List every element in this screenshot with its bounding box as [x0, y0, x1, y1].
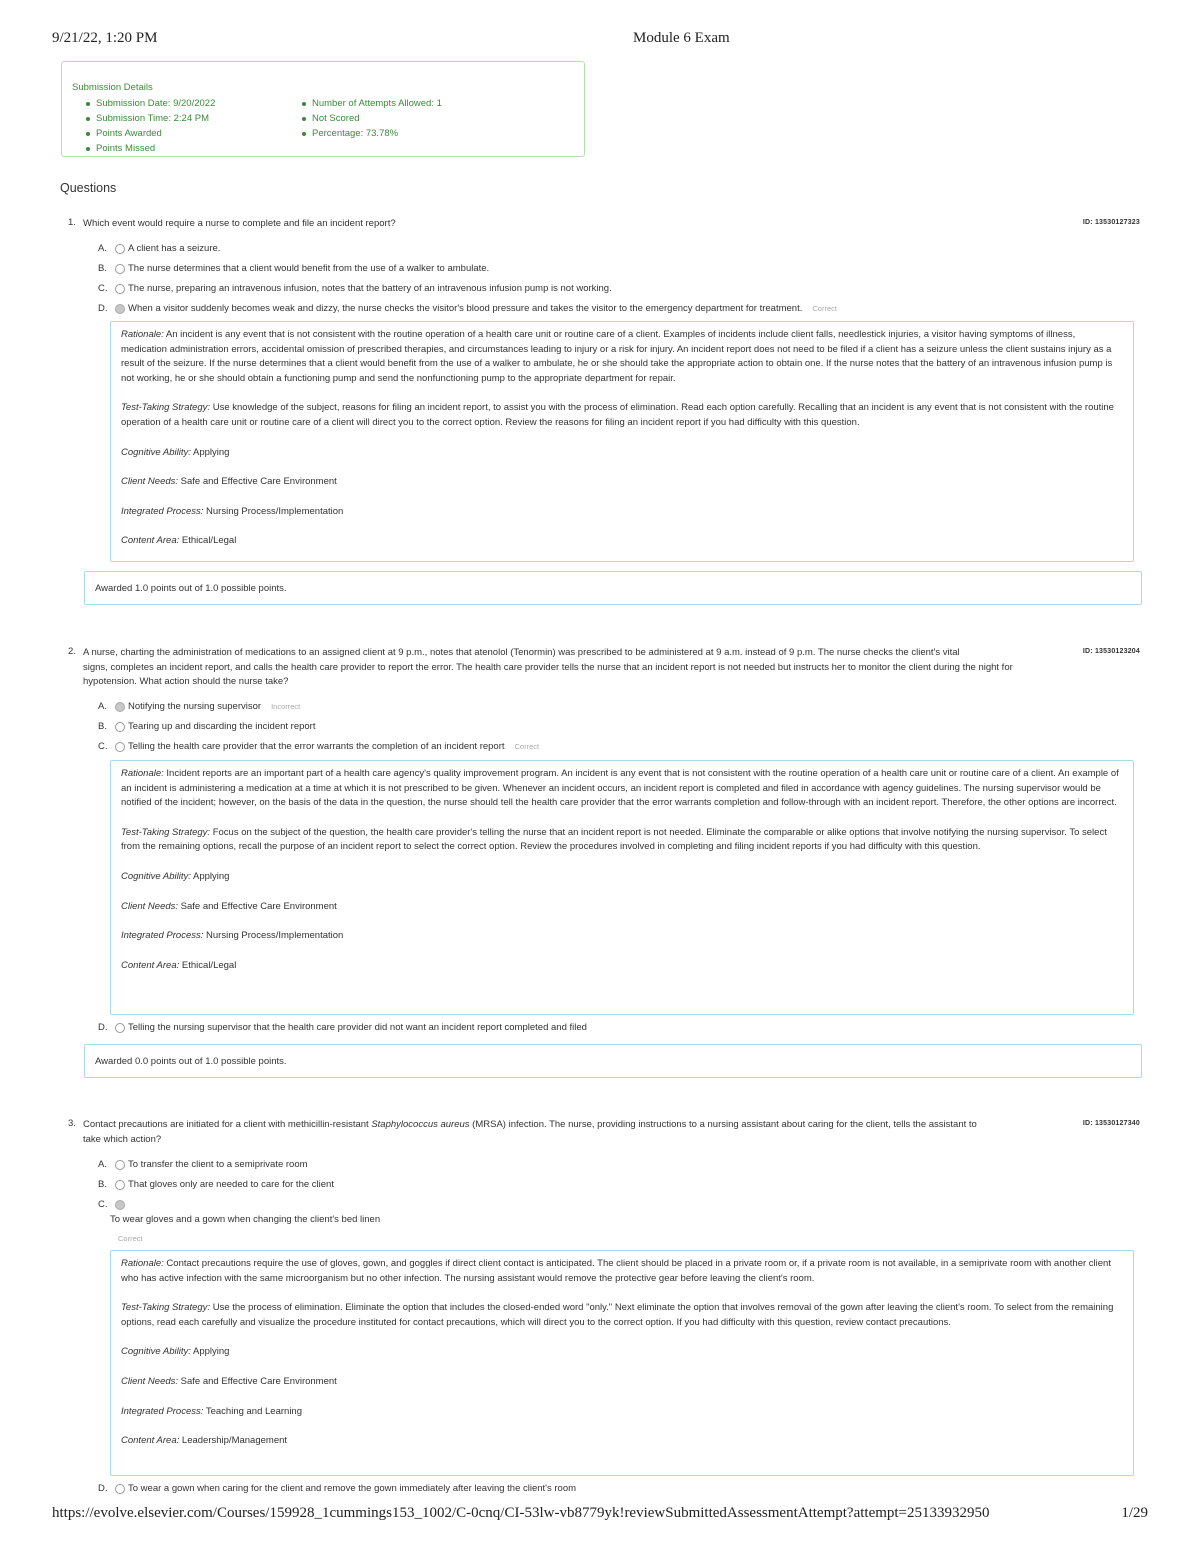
strategy-label: Test-Taking Strategy:: [121, 1302, 211, 1314]
submission-details-right: [300, 96, 442, 141]
client-needs-value: Safe and Effective Care Environment: [180, 900, 337, 912]
rationale-text: Contact precautions require the use of gloves, gown, and goggles if direct client contact is anticipated. The client should be placed in a private room or, if a private room is not available, in a semiprivate room with another client who has active infection with the same microorganism but no other infection. The nursing assistant would remove the protective gear before leaving the client's room.: [121, 1258, 1111, 1284]
rationale-text: An incident is any event that is not consistent with the routine operation of a health care unit or routine care of a client. Examples of incidents include client falls, needlestick injuries, a visitor having symptoms of illness, medication administration errors, accidental omission of prescribed therapies, and circumstances leading to injury or a risk for injury. An incident report does not need to be filed if a client has a seizure unless the client sustains injury as a result of the seizure. If the nurse determines that a client would benefit from the use of a walker to ambulate, he or she should take the appropriate action to obtain one. If the nurse notes that the battery of an intravenous infusion pump is not working, he or she should obtain a functioning pump and send the nonfunctioning pump to the appropriate department for repair.: [121, 329, 1113, 384]
client-needs: [121, 475, 1123, 490]
client-needs-label: Client Needs:: [121, 900, 179, 912]
stem-text: Contact precautions are initiated for a client with methicillin-resistant: [83, 1119, 372, 1130]
client-needs: [121, 900, 1123, 915]
submission-details-panel: [61, 61, 585, 157]
rationale: [121, 1257, 1123, 1286]
option-text: The nurse determines that a client would benefit from the use of a walker to ambulate.: [128, 263, 490, 274]
correct-tag: Correct: [514, 742, 540, 751]
content-label: Content Area:: [121, 1435, 180, 1447]
option-text: Telling the nursing supervisor that the health care provider did not want an incident report completed and filed: [128, 1022, 587, 1033]
rationale-panel: [110, 1250, 1134, 1476]
option-text: A client has a seizure.: [128, 243, 221, 254]
awarded-points: Awarded 1.0 points out of 1.0 possible points.: [84, 571, 1142, 605]
content-area: [121, 534, 1123, 549]
content-label: Content Area:: [121, 959, 180, 971]
question-stem-line: signs, completes an incident report, and calls the health care provider to report the error. The health care provider tells the nurse that an incident report is not needed but instructs her to monitor the client during the night for: [83, 661, 1013, 673]
client-needs-label: Client Needs:: [121, 476, 179, 488]
score-status: Not Scored: [300, 111, 442, 126]
cognitive-value: Applying: [193, 446, 230, 458]
radio-button[interactable]: [115, 1180, 125, 1190]
radio-button-selected[interactable]: [115, 1200, 125, 1210]
option-text: [128, 302, 837, 316]
radio-button[interactable]: [115, 1023, 125, 1033]
rationale: [121, 767, 1123, 811]
cognitive-value: Applying: [193, 870, 230, 882]
question-stem-line: take which action?: [83, 1133, 162, 1145]
radio-button[interactable]: [115, 264, 125, 274]
strategy-text: Use the process of elimination. Eliminate the option that includes the closed-ended word "only." Next eliminate the option that involves removal of the gown after leaving the client's room. To select from the remaining options, read each carefully and visualize the procedure instituted for contact precautions, which will direct you to the correct option. If you had difficulty with this question, review contact precautions.: [121, 1302, 1114, 1328]
radio-button[interactable]: [115, 742, 125, 752]
cognitive-label: Cognitive Ability:: [121, 1346, 191, 1358]
rationale-label: Rationale:: [121, 768, 164, 779]
radio-button[interactable]: [115, 284, 125, 294]
option-text: Tearing up and discarding the incident report: [128, 721, 316, 732]
option-letter: D.: [98, 303, 108, 314]
option-text: To transfer the client to a semiprivate room: [128, 1159, 308, 1170]
content-area: [121, 959, 1123, 974]
percentage: Percentage: 73.78%: [300, 126, 442, 141]
process-label: Integrated Process:: [121, 1405, 204, 1417]
integrated-process: [121, 505, 1123, 520]
option-letter: C.: [98, 283, 108, 294]
integrated-process: [121, 929, 1123, 944]
radio-button[interactable]: [115, 1160, 125, 1170]
strategy-text: Use knowledge of the subject, reasons for filing an incident report, to assist you with the process of elimination. Read each option carefully. Recalling that an incident is any event that is not consistent with the routine operation of a health care unit or routine care of a client will direct you to the correct option. Review the reasons for filing an incident report if you had difficulty with this question.: [121, 402, 1114, 428]
rationale-text: Incident reports are an important part of a health care agency's quality improvement program. An incident is any event that is not consistent with the routine operation of a health care unit or routine care of a client. An example of an incident is administering a medication at a time at which it is not prescribed to be given. Whenever an incident occurs, an incident report is completed and filed in accordance with agency guidelines. The nursing supervisor would be notified of the incident; however, on the basis of the data in the question, the nurse should tell the health care provider that the error warrants completion and follow-through with an incident report. Therefore, the other options are incorrect.: [121, 768, 1119, 809]
rationale: [121, 328, 1123, 386]
radio-button-selected[interactable]: [115, 702, 125, 712]
print-title: Module 6 Exam: [633, 30, 730, 46]
option-letter: D.: [98, 1022, 108, 1033]
process-value: Teaching and Learning: [205, 1405, 302, 1417]
process-label: Integrated Process:: [121, 505, 204, 517]
option-letter: B.: [98, 1179, 107, 1190]
correct-tag: Correct: [118, 1234, 143, 1243]
cognitive-ability: [121, 446, 1123, 461]
process-value: Nursing Process/Implementation: [206, 505, 344, 517]
option-letter: A.: [98, 701, 107, 712]
content-label: Content Area:: [121, 535, 180, 547]
radio-button[interactable]: [115, 244, 125, 254]
content-value: Ethical/Legal: [181, 959, 237, 971]
content-area: [121, 1434, 1123, 1449]
attempts-allowed: Number of Attempts Allowed: 1: [300, 96, 442, 111]
option-text: That gloves only are needed to care for the client: [128, 1179, 334, 1190]
option-letter: A.: [98, 243, 107, 254]
option-letter: A.: [98, 1159, 107, 1170]
page-number: 1/29: [1121, 1505, 1148, 1521]
process-value: Nursing Process/Implementation: [206, 930, 344, 942]
stem-text: (MRSA) infection. The nurse, providing instructions to a nursing assistant about caring for the client, tells the assistant to: [469, 1119, 977, 1130]
submission-details-left: [84, 96, 215, 156]
strategy-label: Test-Taking Strategy:: [121, 826, 211, 838]
content-value: Leadership/Management: [181, 1435, 288, 1447]
option-text: To wear a gown when caring for the client and remove the gown immediately after leaving the client's room: [128, 1483, 577, 1494]
question-stem: [83, 646, 1123, 690]
print-header: [52, 30, 1148, 50]
test-taking-strategy: [121, 1301, 1123, 1330]
question-number: 3.: [68, 1118, 76, 1129]
question-stem-line: hypotension. What action should the nurse take?: [83, 676, 289, 688]
incorrect-tag: Incorrect: [271, 702, 301, 711]
integrated-process: [121, 1405, 1123, 1420]
print-url[interactable]: https://evolve.elsevier.com/Courses/159928_1cummings153_1002/C-0cnq/CI-53lw-vb8779yk!reviewSubmittedAssessmentAttempt?attempt=25133932950: [52, 1505, 990, 1521]
radio-button[interactable]: [115, 1484, 125, 1494]
rationale-label: Rationale:: [121, 1258, 164, 1269]
stem-organism: Staphylococcus aureus: [371, 1119, 470, 1130]
content-value: Ethical/Legal: [181, 535, 237, 547]
question-number: 1.: [68, 217, 76, 228]
rationale-panel: [110, 760, 1134, 1015]
question-id: ID: 13530127340: [1082, 1120, 1140, 1127]
cognitive-ability: [121, 1345, 1123, 1360]
question-stem: Which event would require a nurse to complete and file an incident report?: [83, 218, 396, 229]
cognitive-label: Cognitive Ability:: [121, 870, 191, 882]
cognitive-label: Cognitive Ability:: [121, 446, 191, 458]
option-text-value: When a visitor suddenly becomes weak and dizzy, the nurse checks the visitor's blood pressure and takes the visitor to the emergency department for treatment.: [128, 303, 803, 314]
questions-heading: Questions: [60, 181, 117, 195]
points-missed: Points Missed: [84, 141, 215, 156]
option-letter: B.: [98, 721, 107, 732]
client-needs-value: Safe and Effective Care Environment: [180, 476, 337, 488]
option-letter: C.: [98, 1199, 108, 1210]
question-number: 2.: [68, 646, 76, 657]
option-letter: C.: [98, 741, 108, 752]
question-stem-line: [83, 1118, 1083, 1133]
radio-button[interactable]: [115, 722, 125, 732]
option-letter: D.: [98, 1483, 108, 1494]
question-id: ID: 13530127323: [1082, 219, 1140, 226]
option-text: The nurse, preparing an intravenous infusion, notes that the battery of an intravenous infusion pump is not working.: [128, 283, 612, 294]
process-label: Integrated Process:: [121, 930, 204, 942]
strategy-label: Test-Taking Strategy:: [121, 402, 211, 414]
option-text: To wear gloves and a gown when changing the client's bed linen: [110, 1214, 381, 1225]
print-footer: [52, 1505, 1148, 1525]
client-needs-value: Safe and Effective Care Environment: [180, 1375, 337, 1387]
test-taking-strategy: [121, 401, 1123, 430]
test-taking-strategy: [121, 826, 1123, 855]
strategy-text: Focus on the subject of the question, the health care provider's telling the nurse that an incident report is not needed. Eliminate the comparable or alike options that involve notifying the nursing supervisor. To select from the remaining options, recall the purpose of an incident report to select the correct option. Review the procedures involved in completing and filing incident reports if you had difficulty with this question.: [121, 826, 1107, 853]
question-stem: [83, 1118, 1083, 1147]
question-stem-line: A nurse, charting the administration of medications to an assigned client at 9 p.m., notes that atenolol (Tenormin) was prescribed to be administered at 9 a.m. instead of 9 p.m. The nurse checks the client's vital: [83, 647, 960, 658]
submission-details-title: Submission Details: [72, 82, 153, 93]
submission-date: Submission Date: 9/20/2022: [84, 96, 215, 111]
cognitive-ability: [121, 870, 1123, 885]
option-letter: B.: [98, 263, 107, 274]
awarded-points: Awarded 0.0 points out of 1.0 possible points.: [84, 1044, 1142, 1078]
submission-time: Submission Time: 2:24 PM: [84, 111, 215, 126]
option-text: [128, 740, 539, 754]
points-awarded: Points Awarded: [84, 126, 215, 141]
print-datetime: 9/21/22, 1:20 PM: [52, 30, 158, 46]
correct-tag: Correct: [812, 304, 837, 313]
option-text: [128, 700, 300, 714]
question-id: ID: 13530123204: [1082, 648, 1140, 655]
radio-button-selected[interactable]: [115, 304, 125, 314]
rationale-panel: [110, 321, 1134, 562]
cognitive-value: Applying: [193, 1346, 230, 1358]
rationale-label: Rationale:: [121, 329, 164, 340]
option-text-value: Telling the health care provider that the error warrants the completion of an incident report: [128, 741, 505, 752]
option-text-value: Notifying the nursing supervisor: [128, 701, 262, 712]
client-needs-label: Client Needs:: [121, 1375, 179, 1387]
client-needs: [121, 1375, 1123, 1390]
